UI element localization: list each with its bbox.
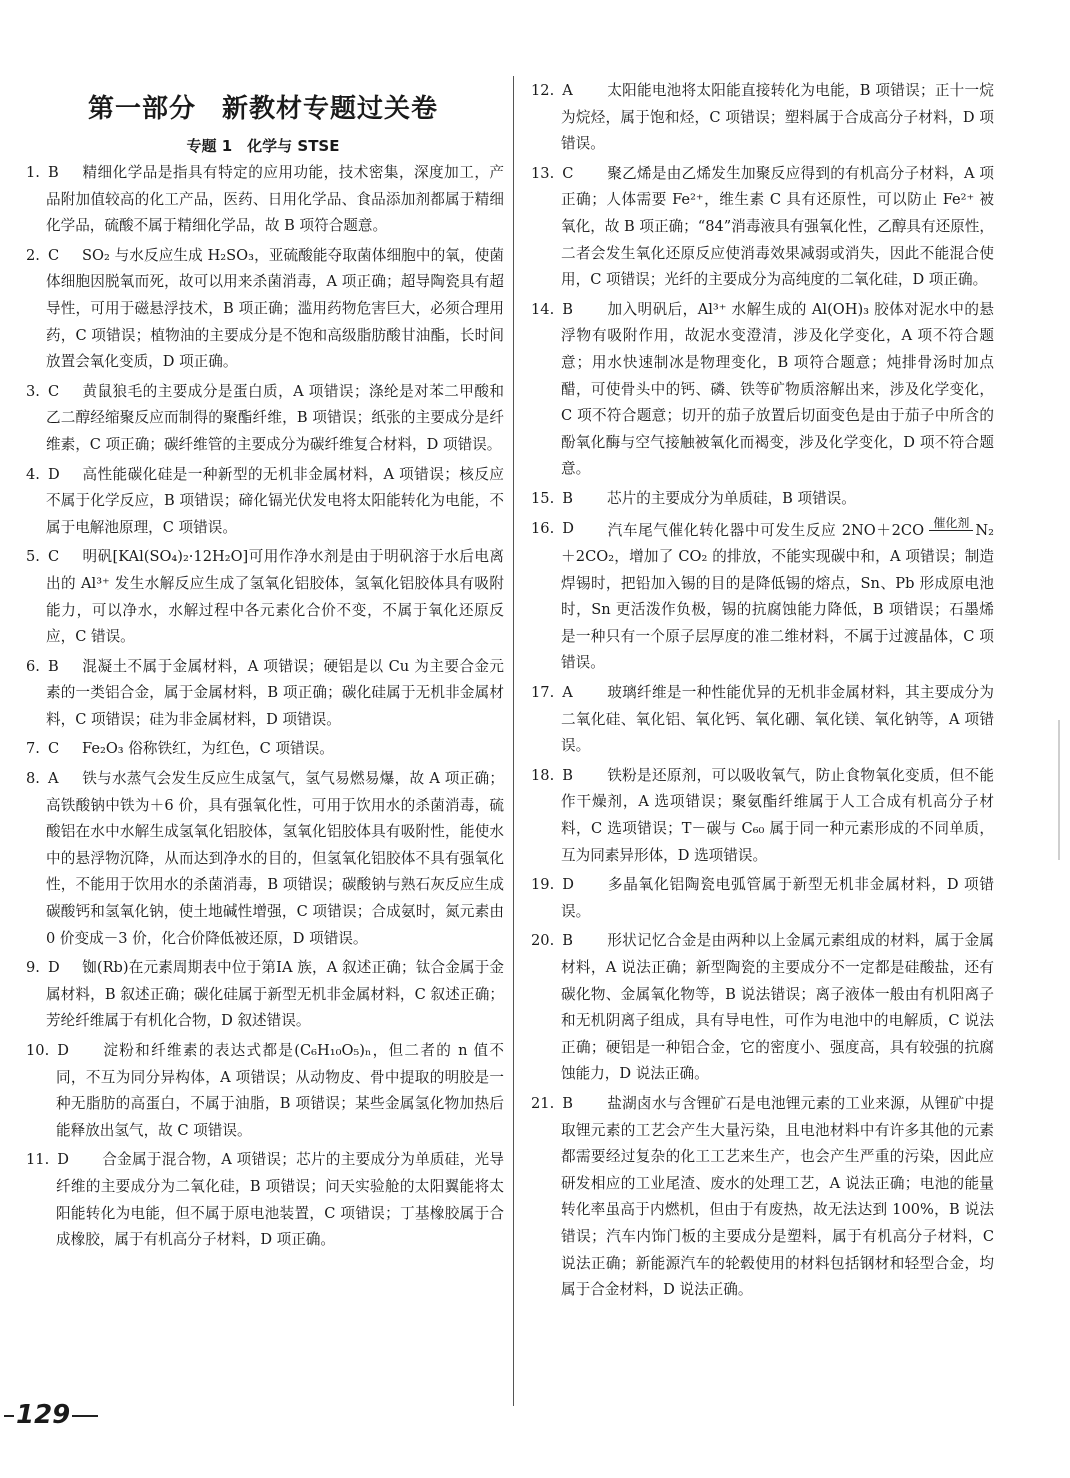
answer-text: 合金属于混合物，A 项错误；芯片的主要成分为单质硅，光导纤维的主要成分为二氧化硅，B 项错误；问天实验舱的太阳翼能将太阳能转化为电能，但不属于原电池装置，C 项错误；丁基橡胶属于合成橡胶，属于有机高分子材料，D 项正确。 [56,1151,504,1249]
answer-item: 5. C 明矾[KAl(SO₄)₂·12H₂O]可用作净水剂是由于明矾溶于水后电离出的 Al³⁺ 发生水解反应生成了氢氧化铝胶体，氢氧化铝胶体具有吸附能力，可以净水，水解过程中各元素化合价不变，不属于氧化还原反应，C 错误。 [26,548,504,646]
answer-item: 1. B 精细化学品是指具有特定的应用功能，技术密集，深度加工，产品附加值较高的化工产品，医药、日用化学品、食品添加剂都属于精细化学品，硫酸不属于精细化学品，故 B 项符合题意。 [26,164,504,235]
answer-item: 21. B 盐湖卤水与含锂矿石是电池锂元素的工业来源，从锂矿中提取锂元素的工艺会产生大量污染，且电池材料中有许多其他的元素都需要经过复杂的化工工艺来生产，也会产生严重的污染，因此应研发相应的工业尾渣、废水的处理工艺，A 说法正确；电池的能量转化率虽高于内燃机，但由于有废热，故无法达到 100%，B 说法错误；汽车内饰门板的主要成分是塑料，属于有机高分子材料，C 说法正确；新能源汽车的轮毂使用的材料包括钢材和轻型合金，均属于合金材料，D 说法正确。 [531,1094,994,1299]
answer-item: 20. B 形状记忆合金是由两种以上金属元素组成的材料，属于金属材料，A 说法正确；新型陶瓷的主要成分不一定都是硅酸盐，还有碳化物、金属氧化物等，B 说法错误；离子液体一般由有机阳离子和无机阴离子组成，具有导电性，可作为电池中的电解质，C 说法正确；硬铝是一种铝合金，它的密度小、强度高，具有较强的抗腐蚀能力，D 说法正确。 [531,932,994,1083]
scan-mark [1058,720,1060,860]
answer-item: 7. C Fe₂O₃ 俗称铁红，为红色，C 项错误。 [26,740,334,758]
answer-text: 铁与水蒸气会发生反应生成氢气，氢气易燃易爆，故 A 项正确；高铁酸钠中铁为＋6 价，具有强氧化性，可用于饮用水的杀菌消毒，硫酸铝在水中水解生成氢氧化铝胶体，氢氧化铝胶体具有吸附性，能使水中的悬浮物沉降，从而达到净水的目的，但氢氧化铝胶体不具有强氧化性，不能用于饮用水的杀菌消毒，B 项错误；碳酸钠与熟石灰反应生成碳酸钙和氢氧化钠，使土地碱性增强，C 项错误；合成氨时，氮元素由 0 价变成－3 价，化合价降低被还原，D 项错误。 [46,770,504,947]
answer-text: 太阳能电池将太阳能直接转化为电能，B 项错误；正十一烷为烷烃，属于饱和烃，C 项错误；塑料属于合成高分子材料，D 项错误。 [561,82,994,153]
answer-item: 15. B 芯片的主要成分为单质硅，B 项错误。 [531,489,856,507]
answer-text: Fe₂O₃ 俗称铁红，为红色，C 项错误。 [82,740,334,758]
part-title [22,88,504,125]
answer-text: 高性能碳化硅是一种新型的无机非金属材料，A 项错误；核反应不属于化学反应，B 项错误；碲化镉光伏发电将太阳能转化为电能，不属于电解池原理，C 项错误。 [46,465,504,536]
answer-item: 6. B 混凝土不属于金属材料，A 项错误；硬铝是以 Cu 为主要合金元素的一类铝合金，属于金属材料，B 项正确；碳化硅属于无机非金属材料，C 项错误；硅为非金属材料，D 项错误。 [26,657,504,728]
right-column [527,78,994,1307]
answer-item: 16. D 汽车尾气催化转化器中可发生反应 2NO＋2CO 催化剂 N₂＋2CO₂，增加了 CO₂ 的排放，不能实现碳中和，A 项错误；制造焊锡时，把铅加入锡的目的是降低锡的熔点，Sn、Pb 形成原电池时，Sn 更活泼作负极，锡的抗腐蚀能力降低，B 项错误；石墨烯是一种只有一个原子层厚度的准二维材料，不属于过渡晶体，C 项错误。 [531,515,994,672]
part-title-right: 新教材专题过关卷 [222,94,439,124]
answer-item: 4. D 高性能碳化硅是一种新型的无机非金属材料，A 项错误；核反应不属于化学反应，B 项错误；碲化镉光伏发电将太阳能转化为电能，不属于电解池原理，C 项错误。 [26,465,504,536]
answer-text: 淀粉和纤维素的表达式都是(C₆H₁₀O₅)ₙ，但二者的 n 值不同，不互为同分异构体，A 项错误；从动物皮、骨中提取的明胶是一种无脂肪的高蛋白，不属于油脂，B 项错误；某些金属氢化物加热后能释放出氢气，故 C 项错误。 [56,1042,504,1139]
answer-text: 精细化学品是指具有特定的应用功能，技术密集，深度加工，产品附加值较高的化工产品，医药、日用化学品、食品添加剂都属于精细化学品，硫酸不属于精细化学品，故 B 项符合题意。 [46,164,504,235]
answer-text: SO₂ 与水反应生成 H₂SO₃，亚硫酸能夺取菌体细胞中的氧，使菌体细胞因脱氧而死，故可以用来杀菌消毒，A 项正确；超导陶瓷具有超导性，可用于磁悬浮技术，B 项正确；滥用药物危害巨大，必须合理用药，C 项错误；植物油的主要成分是不饱和高级脂肪酸甘油酯，长时间放置会氧化变质，D 项正确。 [46,246,504,371]
answer-item: 12. A 太阳能电池将太阳能直接转化为电能，B 项错误；正十一烷为烷烃，属于饱和烃，C 项错误；塑料属于合成高分子材料，D 项错误。 [531,82,994,153]
answer-item: 10. D 淀粉和纤维素的表达式都是(C₆H₁₀O₅)ₙ，但二者的 n 值不同，不互为同分异构体，A 项错误；从动物皮、骨中提取的明胶是一种无脂肪的高蛋白，不属于油脂，B 项错误；某些金属氢化物加热后能释放出氢气，故 C 项错误。 [26,1042,504,1139]
answer-text-part-b: N₂＋2CO₂，增加了 CO₂ 的排放，不能实现碳中和，A 项错误；制造焊锡时，把铅加入锡的目的是降低锡的熔点，Sn、Pb 形成原电池时，Sn 更活泼作负极，锡的抗腐蚀能力降低，B 项错误；石墨烯是一种只有一个原子层厚度的准二维材料，不属于过渡晶体，C 项错误。 [561,521,994,672]
answer-item: 8. A 铁与水蒸气会发生反应生成氢气，氢气易燃易爆，故 A 项正确；高铁酸钠中铁为＋6 价，具有强氧化性，可用于饮用水的杀菌消毒，硫酸铝在水中水解生成氢氧化铝胶体，氢氧化铝胶体具有吸附性，能使水中的悬浮物沉降，从而达到净水的目的，但氢氧化铝胶体不具有强氧化性，不能用于饮用水的杀菌消毒，B 项错误；碳酸钠与熟石灰反应生成碳酸钙和氢氧化钠，使土地碱性增强，C 项错误；合成氨时，氮元素由 0 价变成－3 价，化合价降低被还原，D 项错误。 [26,770,504,947]
answer-text: 铁粉是还原剂，可以吸收氧气，防止食物氧化变质，但不能作干燥剂，A 选项错误；聚氨酯纤维属于人工合成有机高分子材料，C 选项错误；T－碳与 C₆₀ 属于同一种元素形成的不同单质，互为同素异形体，D 选项错误。 [561,766,994,864]
answer-item: 14. B 加入明矾后，Al³⁺ 水解生成的 Al(OH)₃ 胶体对泥水中的悬浮物有吸附作用，故泥水变澄清，涉及化学变化，A 项不符合题意；用水快速制冰是物理变化，B 项符合题意；炖排骨汤时加点醋，可使骨头中的钙、磷、铁等矿物质溶解出来，涉及化学变化，C 项不符合题意；切开的茄子放置后切面变色是由于茄子中所含的酚氧化酶与空气接触被氧化而褐变，涉及化学变化，D 项不符合题意。 [531,300,994,478]
answer-item: 9. D 铷(Rb)在元素周期表中位于第ⅠA 族，A 叙述正确；钛合金属于金属材料，B 叙述正确；碳化硅属于新型无机非金属材料，C 叙述正确；芳纶纤维属于有机化合物，D 叙述错误。 [26,959,504,1030]
answer-text: 玻璃纤维是一种性能优异的无机非金属材料，其主要成分为二氧化硅、氧化铝、氧化钙、氧化硼、氧化镁、氧化钠等，A 项错误。 [561,684,994,755]
answer-item: 19. D 多晶氧化铝陶瓷电弧管属于新型无机非金属材料，D 项错误。 [531,876,994,920]
page-number [4,1400,98,1430]
answer-item: 11. D 合金属于混合物，A 项错误；芯片的主要成分为单质硅，光导纤维的主要成分为二氧化硅，B 项错误；问天实验舱的太阳翼能将太阳能转化为电能，但不属于原电池装置，C 项错误；丁基橡胶属于合成橡胶，属于有机高分子材料，D 项正确。 [26,1151,504,1249]
column-divider [513,76,514,1406]
answer-text: 混凝土不属于金属材料，A 项错误；硬铝是以 Cu 为主要合金元素的一类铝合金，属于金属材料，B 项正确；碳化硅属于无机非金属材料，C 项错误；硅为非金属材料，D 项错误。 [46,657,504,728]
answer-item: 13. C 聚乙烯是由乙烯发生加聚反应得到的有机高分子材料，A 项正确；人体需要 Fe²⁺，维生素 C 具有还原性，可以防止 Fe²⁺ 被氧化，故 B 项正确；“84”消毒液具有强氧化性，乙醇具有还原性，二者会发生氧化还原反应使消毒效果减弱或消失，因此不能混合使用，C 项错误；光纤的主要成分为高纯度的二氧化硅，D 项正确。 [531,164,994,289]
answer-text: 多晶氧化铝陶瓷电弧管属于新型无机非金属材料，D 项错误。 [561,876,994,920]
answer-item: 2. C SO₂ 与水反应生成 H₂SO₃，亚硫酸能夺取菌体细胞中的氧，使菌体细胞因脱氧而死，故可以用来杀菌消毒，A 项正确；超导陶瓷具有超导性，可用于磁悬浮技术，B 项正确；滥用药物危害巨大，必须合理用药，C 项错误；植物油的主要成分是不饱和高级脂肪酸甘油酯，长时间放置会氧化变质，D 项正确。 [26,246,504,371]
page-number-text: 129 [16,1400,71,1430]
answer-item: 3. C 黄鼠狼毛的主要成分是蛋白质，A 项错误；涤纶是对苯二甲酸和乙二醇经缩聚反应而制得的聚酯纤维，B 项错误；纸张的主要成分是纤维素，C 项正确；碳纤维管的主要成分为碳纤维复合材料，D 项错误。 [26,382,504,453]
left-column [22,76,504,1257]
answer-text: 盐湖卤水与含锂矿石是电池锂元素的工业来源，从锂矿中提取锂元素的工艺会产生大量污染，且电池材料中有许多其他的元素都需要经过复杂的化工工艺来生产，也会产生严重的污染，因此应研发相应的工业尾渣、废水的处理工艺，A 说法正确；电池的能量转化率虽高于内燃机，但由于有废热，故无法达到 100%，B 说法错误；汽车内饰门板的主要成分是塑料，属于有机高分子材料，C 说法正确；新能源汽车的轮毂使用的材料包括钢材和轻型合金，均属于合金材料，D 说法正确。 [561,1094,994,1299]
answer-text: 铷(Rb)在元素周期表中位于第ⅠA 族，A 叙述正确；钛合金属于金属材料，B 叙述正确；碳化硅属于新型无机非金属材料，C 叙述正确；芳纶纤维属于有机化合物，D 叙述错误。 [46,959,504,1030]
answer-text: 形状记忆合金是由两种以上金属元素组成的材料，属于金属材料，A 说法正确；新型陶瓷的主要成分不一定都是硅酸盐，还有碳化物、金属氧化物等，B 说法错误；离子液体一般由有机阳离子和无机阴离子组成，具有导电性，可作为电池中的电解质，C 说法正确；硬铝是一种铝合金，它的密度小、强度高，具有较强的抗腐蚀能力，D 说法正确。 [561,932,994,1083]
answer-item: 18. B 铁粉是还原剂，可以吸收氧气，防止食物氧化变质，但不能作干燥剂，A 选项错误；聚氨酯纤维属于人工合成有机高分子材料，C 选项错误；T－碳与 C₆₀ 属于同一种元素形成的不同单质，互为同素异形体，D 选项错误。 [531,766,994,864]
answer-text: 黄鼠狼毛的主要成分是蛋白质，A 项错误；涤纶是对苯二甲酸和乙二醇经缩聚反应而制得的聚酯纤维，B 项错误；纸张的主要成分是纤维素，C 项正确；碳纤维管的主要成分为碳纤维复合材料，D 项错误。 [46,382,504,453]
answer-text: 芯片的主要成分为单质硅，B 项错误。 [607,489,856,507]
answer-text: 加入明矾后，Al³⁺ 水解生成的 Al(OH)₃ 胶体对泥水中的悬浮物有吸附作用，故泥水变澄清，涉及化学变化，A 项不符合题意；用水快速制冰是物理变化，B 项符合题意；炖排骨汤时加点醋，可使骨头中的钙、磷、铁等矿物质溶解出来，涉及化学变化，C 项不符合题意；切开的茄子放置后切面变色是由于茄子中所含的酚氧化酶与空气接触被氧化而褐变，涉及化学变化，D 项不符合题意。 [561,300,994,478]
answer-text: 聚乙烯是由乙烯发生加聚反应得到的有机高分子材料，A 项正确；人体需要 Fe²⁺，维生素 C 具有还原性，可以防止 Fe²⁺ 被氧化，故 B 项正确；“84”消毒液具有强氧化性，乙醇具有还原性，二者会发生氧化还原反应使消毒效果减弱或消失，因此不能混合使用，C 项错误；光纤的主要成分为高纯度的二氧化硅，D 项正确。 [561,164,994,289]
part-title-left: 第一部分 [87,94,196,124]
answer-text-part-a: 汽车尾气催化转化器中可发生反应 2NO＋2CO [607,521,925,539]
topic-title: 专题 1 化学与 STSE [186,137,340,155]
answer-item: 17. A 玻璃纤维是一种性能优异的无机非金属材料，其主要成分为二氧化硅、氧化铝、氧化钙、氧化硼、氧化镁、氧化钠等，A 项错误。 [531,684,994,755]
answer-text: 明矾[KAl(SO₄)₂·12H₂O]可用作净水剂是由于明矾溶于水后电离出的 Al³⁺ 发生水解反应生成了氢氧化铝胶体，氢氧化铝胶体具有吸附能力，可以净水，水解过程中各元素化合价不变，不属于氧化还原反应，C 错误。 [46,548,504,646]
catalyst-arrow-label: 催化剂 [929,516,973,531]
